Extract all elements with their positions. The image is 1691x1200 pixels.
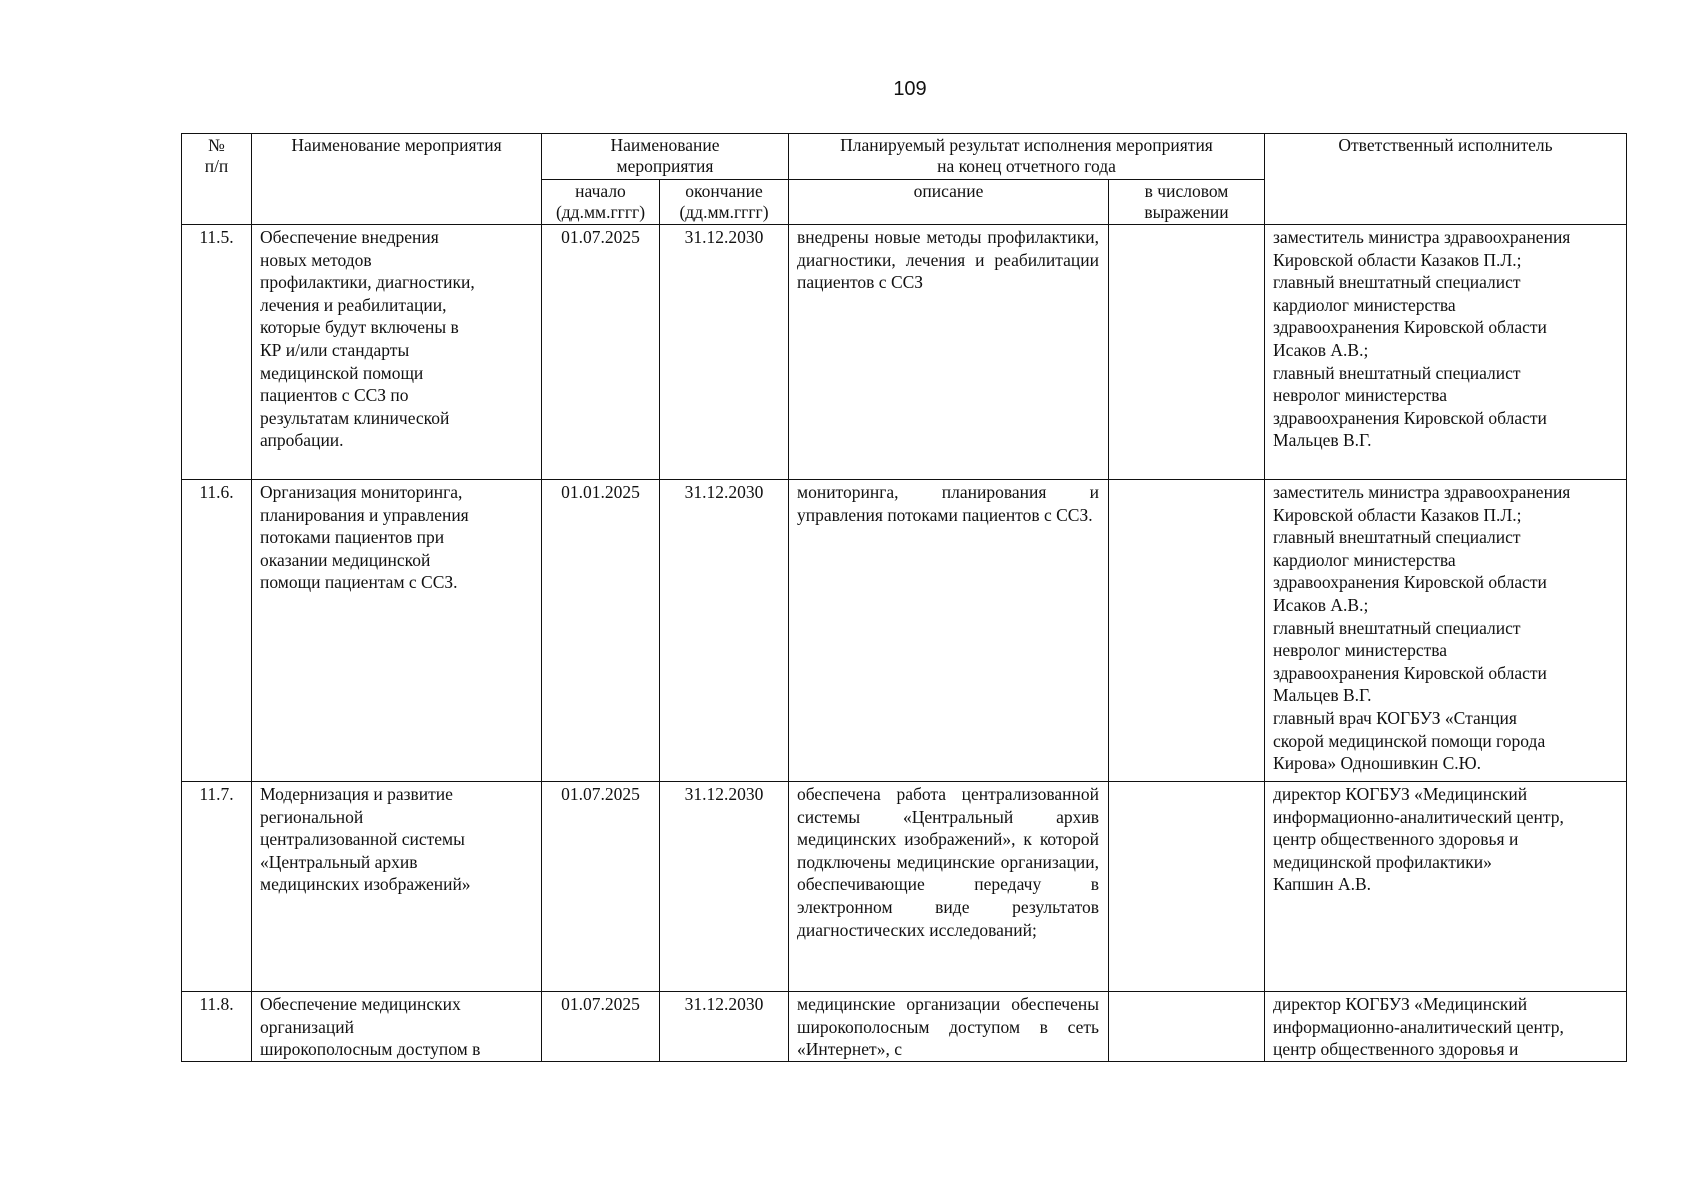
table-row	[182, 992, 1627, 1062]
end-date: 31.12.2030	[660, 480, 789, 782]
header-result: Планируемый результат исполнения мероприятия на конец отчетного года	[789, 134, 1265, 180]
result-description: обеспечена работа централизованной системы «Центральный архив медицинских изображений», к которой подключены медицинские организации, обеспечивающие передачу в электронном виде результатов диагностических исследований;	[789, 782, 1109, 992]
result-numeric	[1109, 992, 1265, 1062]
start-date: 01.01.2025	[542, 480, 660, 782]
end-date: 31.12.2030	[660, 225, 789, 480]
result-numeric	[1109, 480, 1265, 782]
row-number: 11.7.	[182, 782, 252, 992]
end-date: 31.12.2030	[660, 992, 789, 1062]
table-row	[182, 480, 1627, 782]
table-row	[182, 225, 1627, 480]
responsible-owner: заместитель министра здравоохранения Кировской области Казаков П.Л.; главный внештатный специалист кардиолог министерства здравоохранения Кировской области Исаков А.В.; главный внештатный специалист невролог министерства здравоохранения Кировской области Мальцев В.Г. главный врач КОГБУЗ «Станция скорой медицинской помощи города Кирова» Одношивкин С.Ю.	[1265, 480, 1627, 782]
header-end: окончание (дд.мм.гггг)	[660, 180, 789, 225]
row-number: 11.5.	[182, 225, 252, 480]
header-owner: Ответственный исполнитель	[1265, 134, 1627, 225]
start-date: 01.07.2025	[542, 992, 660, 1062]
header-dates: Наименование мероприятия	[542, 134, 789, 180]
start-date: 01.07.2025	[542, 225, 660, 480]
table-row	[182, 782, 1627, 992]
start-date: 01.07.2025	[542, 782, 660, 992]
header-row-1	[182, 134, 1627, 180]
row-number: 11.8.	[182, 992, 252, 1062]
header-name: Наименование мероприятия	[252, 134, 542, 225]
result-numeric	[1109, 782, 1265, 992]
result-description: внедрены новые методы профилактики, диагностики, лечения и реабилитации пациентов с ССЗ	[789, 225, 1109, 480]
header-description: описание	[789, 180, 1109, 225]
activity-name: Обеспечение медицинских организаций широкополосным доступом в	[252, 992, 542, 1062]
responsible-owner: директор КОГБУЗ «Медицинский информационно-аналитический центр, центр общественного здоровья и медицинской профилактики» Капшин А.В.	[1265, 782, 1627, 992]
result-description: мониторинга, планирования и управления потоками пациентов с ССЗ.	[789, 480, 1109, 782]
end-date: 31.12.2030	[660, 782, 789, 992]
row-number: 11.6.	[182, 480, 252, 782]
activity-name: Обеспечение внедрения новых методов профилактики, диагностики, лечения и реабилитации, которые будут включены в КР и/или стандарты медицинской помощи пациентов с ССЗ по результатам клинической апробации.	[252, 225, 542, 480]
result-numeric	[1109, 225, 1265, 480]
page-number: 109	[893, 78, 927, 100]
header-num: № п/п	[182, 134, 252, 225]
header-numeric: в числовом выражении	[1109, 180, 1265, 225]
activity-name: Организация мониторинга, планирования и управления потоками пациентов при оказании медицинской помощи пациентам с ССЗ.	[252, 480, 542, 782]
result-description: медицинские организации обеспечены широкополосным доступом в сеть «Интернет», с	[789, 992, 1109, 1062]
header-start: начало (дд.мм.гггг)	[542, 180, 660, 225]
activities-table	[181, 133, 1627, 1062]
responsible-owner: заместитель министра здравоохранения Кировской области Казаков П.Л.; главный внештатный специалист кардиолог министерства здравоохранения Кировской области Исаков А.В.; главный внештатный специалист невролог министерства здравоохранения Кировской области Мальцев В.Г.	[1265, 225, 1627, 480]
activity-name: Модернизация и развитие региональной централизованной системы «Центральный архив медицинских изображений»	[252, 782, 542, 992]
responsible-owner: директор КОГБУЗ «Медицинский информационно-аналитический центр, центр общественного здоровья и	[1265, 992, 1627, 1062]
